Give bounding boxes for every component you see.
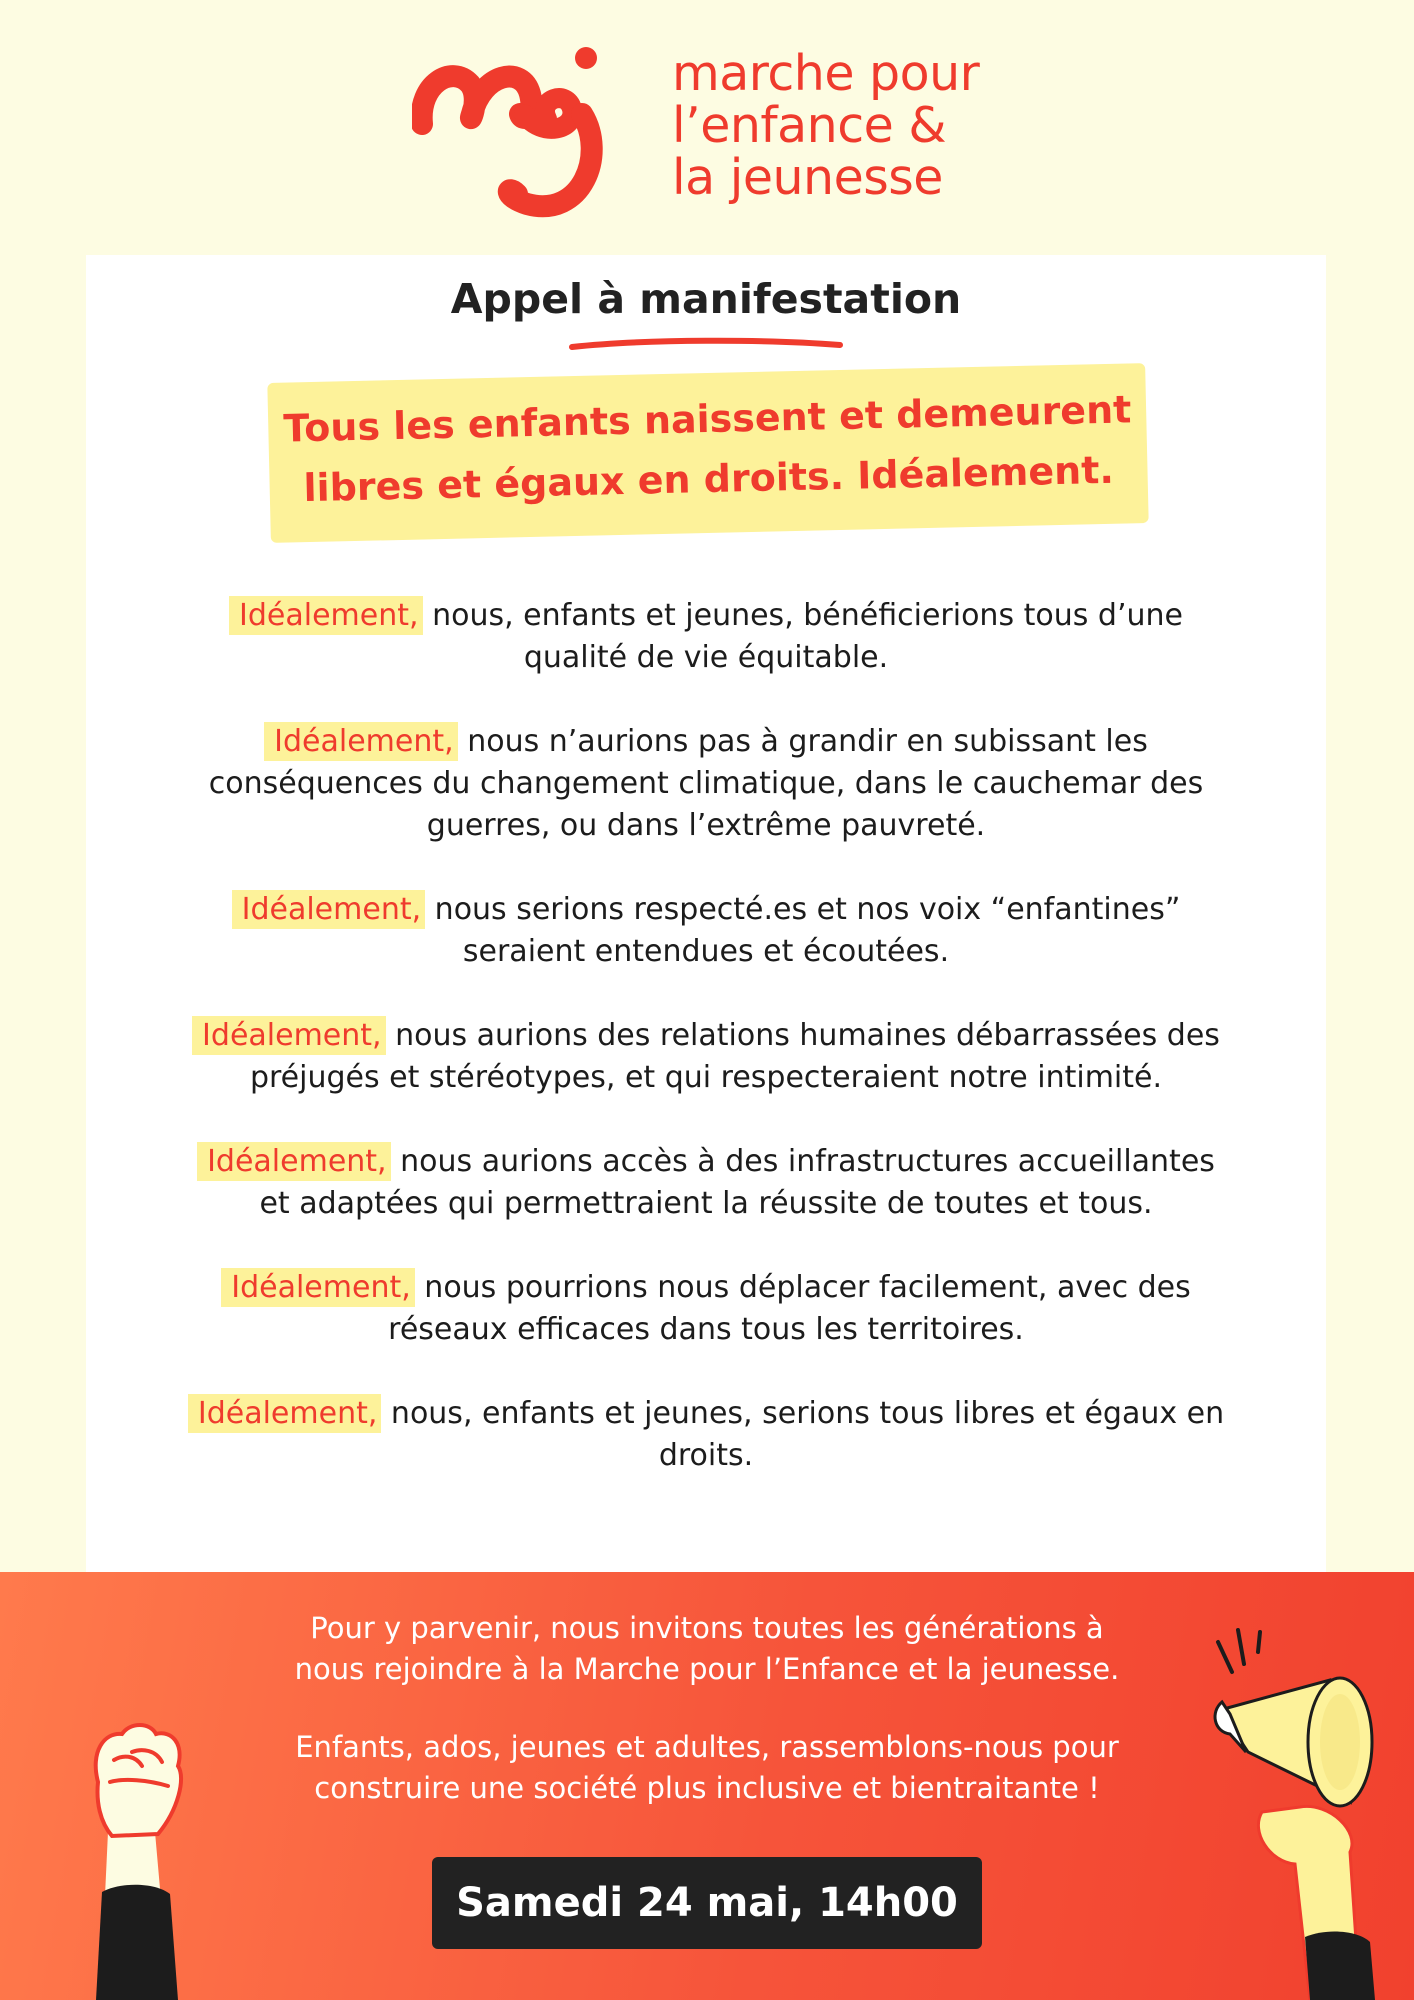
megaphone-icon <box>1200 1602 1390 2000</box>
event-date-badge <box>432 1857 982 1949</box>
logo-line-1: marche pour <box>672 45 980 102</box>
statement-lead: Idéalement, <box>221 1268 415 1307</box>
statement-text: nous, enfants et jeunes, bénéficierions tous d’une qualité de vie équitable. <box>422 598 1183 675</box>
statement-lead: Idéalement, <box>229 596 423 635</box>
footer-banner <box>0 1572 1414 2000</box>
statement-4 <box>186 1015 1226 1099</box>
logo-line-3: la jeunesse <box>672 149 943 206</box>
appeal-card <box>86 255 1326 1575</box>
card-title: Appel à manifestation <box>450 275 962 323</box>
statement-lead: Idéalement, <box>197 1142 391 1181</box>
footer-p2-line-1: Enfants, ados, jeunes et adultes, rassemblons-nous pour <box>295 1730 1119 1764</box>
footer-paragraph-2 <box>200 1727 1214 1809</box>
statement-6 <box>186 1267 1226 1351</box>
statement-7 <box>186 1393 1226 1477</box>
statement-text: nous serions respecté.es et nos voix “enfantines” seraient entendues et écoutées. <box>425 892 1181 969</box>
raised-fist-icon <box>60 1682 210 2000</box>
statements-list <box>186 595 1226 1519</box>
statement-2 <box>186 721 1226 847</box>
logo-line-2: l’enfance & <box>672 97 947 154</box>
footer-message <box>200 1608 1214 1846</box>
footer-p1-line-1: Pour y parvenir, nous invitons toutes les générations à <box>310 1611 1104 1645</box>
statement-lead: Idéalement, <box>232 890 426 929</box>
statement-1 <box>186 595 1226 679</box>
logo-wordmark <box>672 45 980 206</box>
footer-p1-line-2: nous rejoindre à la Marche pour l’Enfance et la jeunesse. <box>294 1652 1120 1686</box>
statement-lead: Idéalement, <box>192 1016 386 1055</box>
footer-p2-line-2: construire une société plus inclusive et bientraitante ! <box>314 1771 1100 1805</box>
statement-text: nous aurions accès à des infrastructures accueillantes et adaptées qui permettraient la réussite de toutes et tous. <box>259 1144 1215 1221</box>
statement-text: nous n’aurions pas à grandir en subissant les conséquences du changement climatique, dans le cauchemar des guerres, ou dans l’extrême pauvreté. <box>208 724 1204 843</box>
event-date: Samedi 24 mai, 14h00 <box>456 1880 958 1926</box>
statement-text: nous, enfants et jeunes, serions tous libres et égaux en droits. <box>381 1396 1225 1473</box>
title-underline <box>566 335 846 355</box>
statement-lead: Idéalement, <box>264 722 458 761</box>
headline <box>268 379 1148 519</box>
footer-paragraph-1 <box>200 1608 1214 1690</box>
statement-lead: Idéalement, <box>188 1394 382 1433</box>
statement-text: nous aurions des relations humaines débarrassées des préjugés et stéréotypes, et qui respecteraient notre intimité. <box>249 1018 1220 1095</box>
headline-line-2: libres et égaux en droits. Idéalement. <box>303 447 1115 511</box>
statement-text: nous pourrions nous déplacer facilement, avec des réseaux efficaces dans tous les territoires. <box>388 1270 1191 1347</box>
mej-logo-icon <box>412 44 652 220</box>
headline-line-1: Tous les enfants naissent et demeurent <box>282 387 1132 451</box>
statement-3 <box>186 889 1226 973</box>
statement-5 <box>186 1141 1226 1225</box>
